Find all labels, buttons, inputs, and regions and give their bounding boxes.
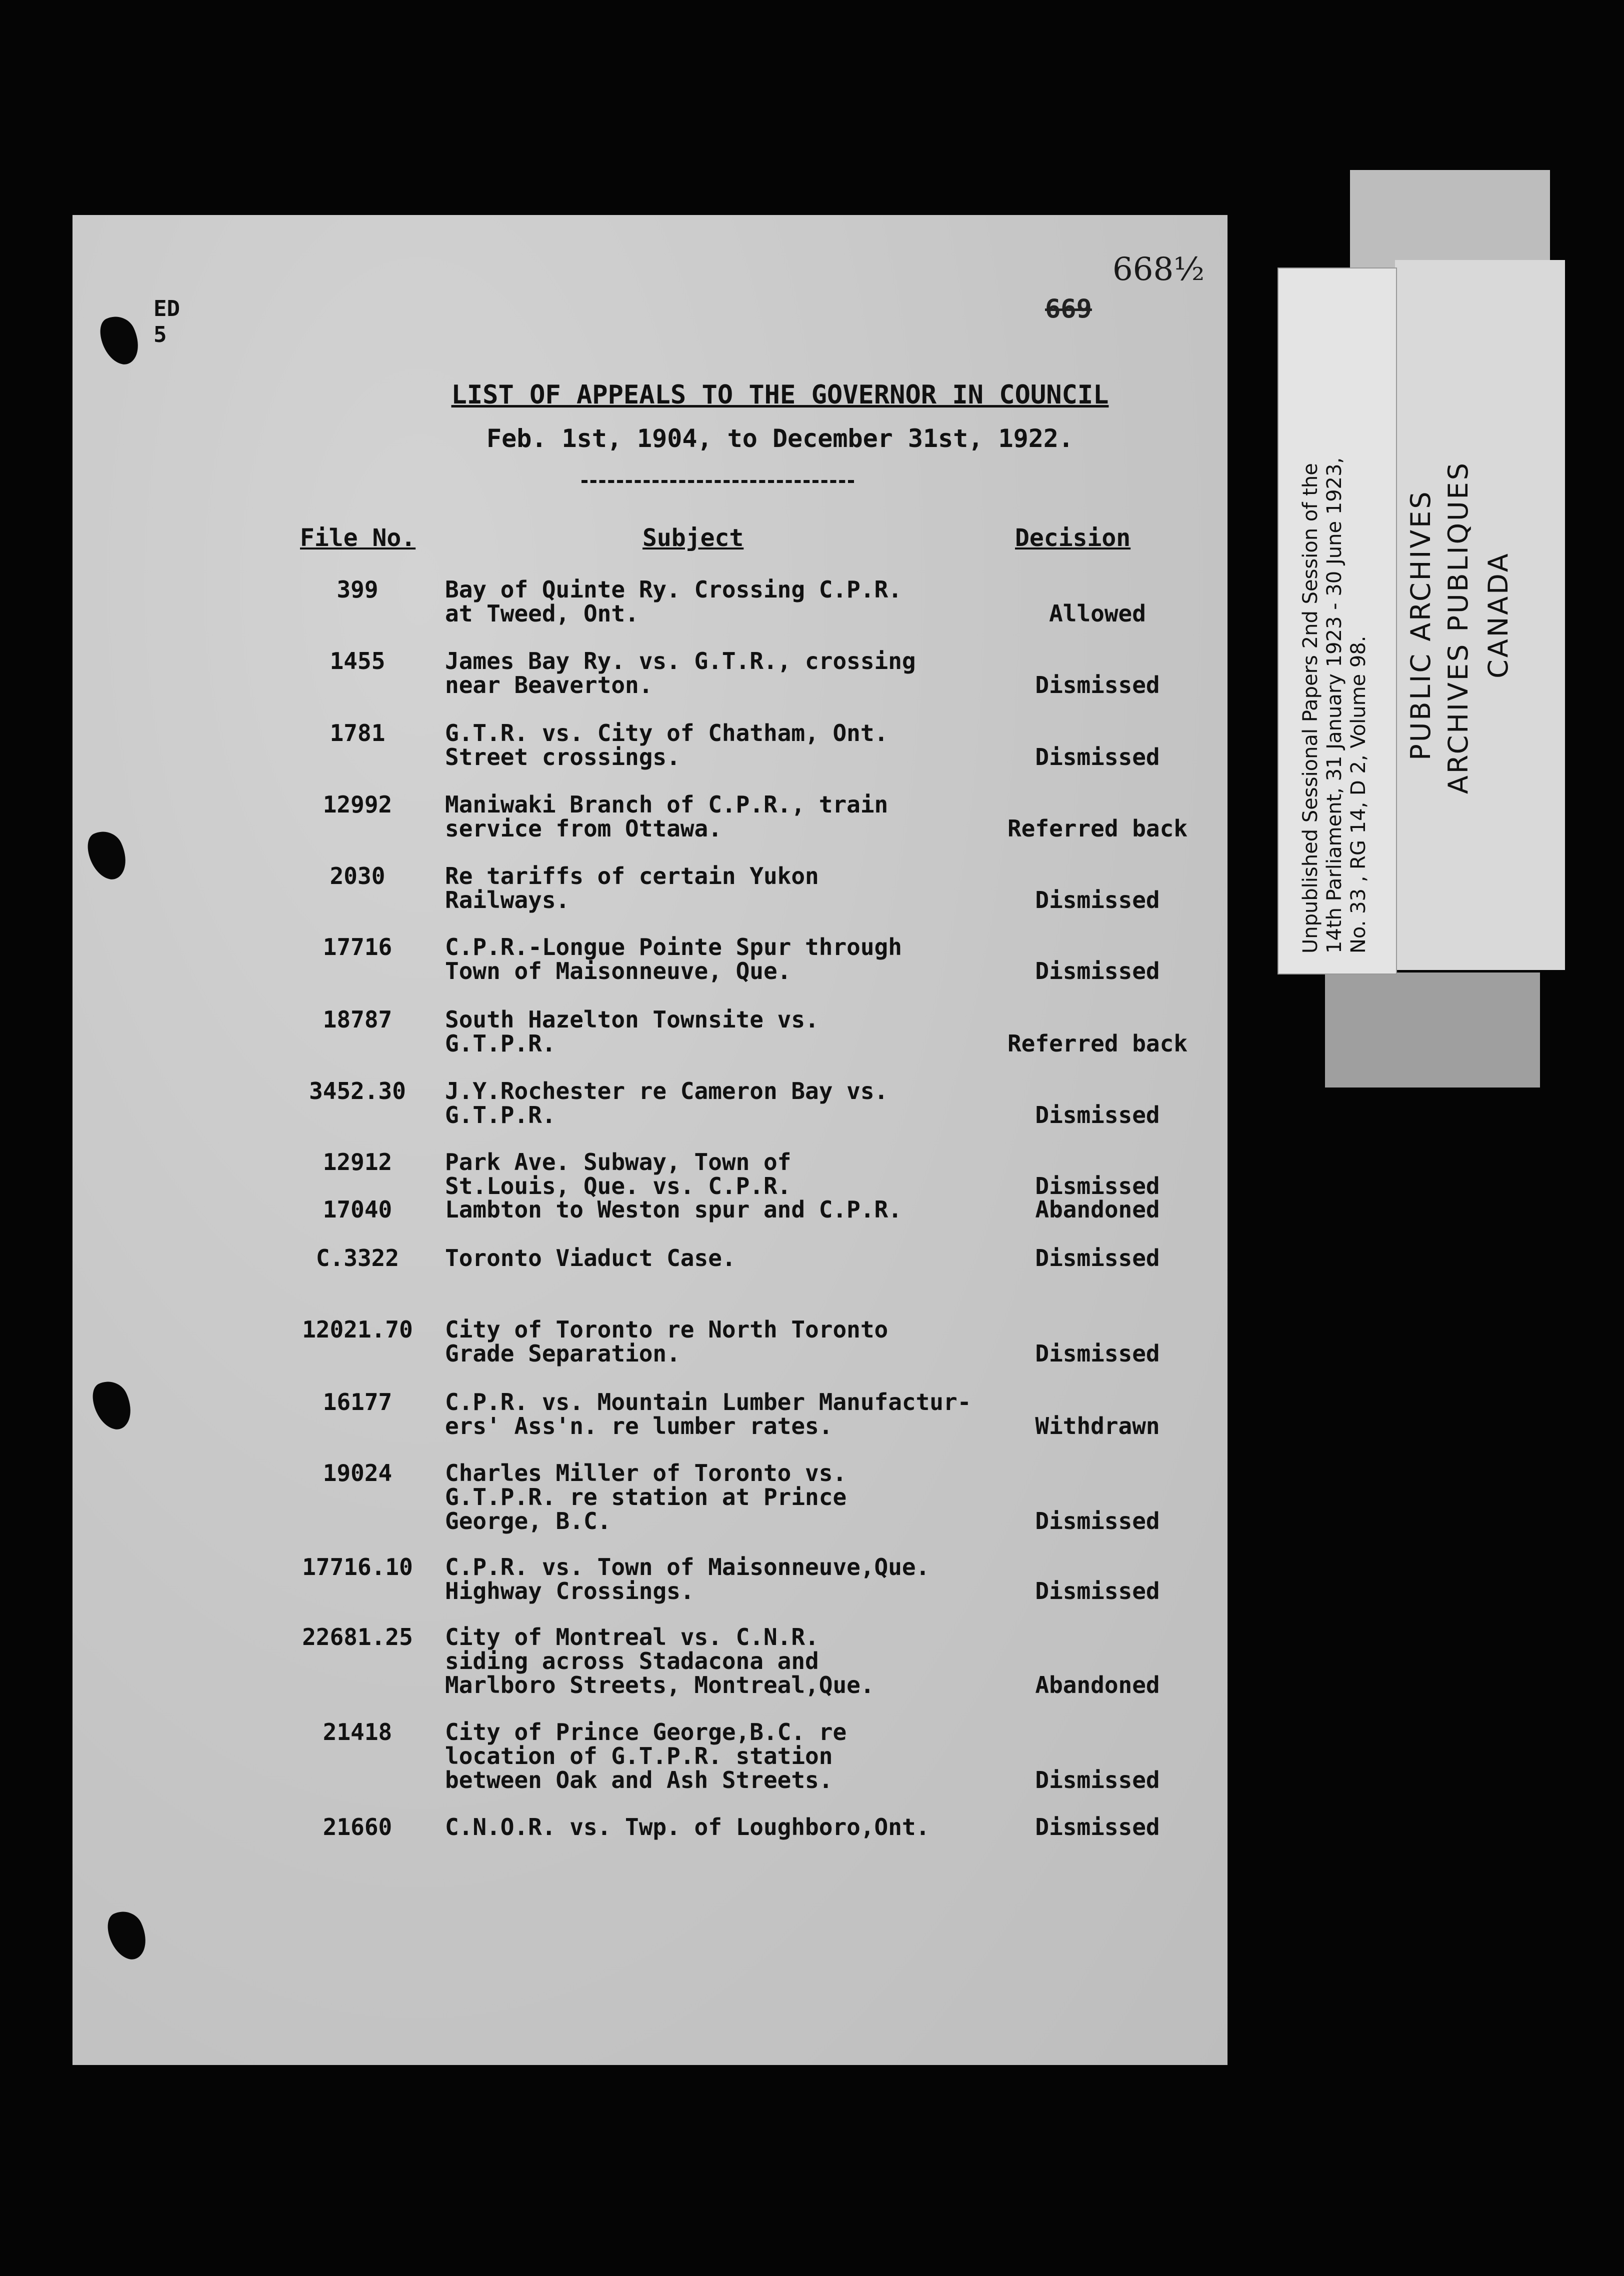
document-page: [72, 215, 1228, 2065]
table-cell-subject: C.P.R. vs. Mountain Lumber Manufactur- ers' Ass'n. re lumber rates.: [445, 1388, 972, 1440]
table-cell-decision: Dismissed: [1035, 1340, 1160, 1367]
table-cell-file-no: 12021.70: [302, 1316, 413, 1343]
archive-clip: [1350, 170, 1550, 270]
table-cell-decision: Dismissed: [1035, 958, 1160, 984]
table-cell-subject: G.T.R. vs. City of Chatham, Ont. Street crossings.: [445, 720, 888, 770]
archive-stamp-line: CANADA: [1482, 552, 1514, 678]
punch-hole: [86, 1375, 139, 1435]
archive-label-line: 14th Parliament, 31 January 1923 - 30 June 1923,: [1323, 457, 1346, 954]
table-cell-file-no: 1455: [330, 648, 386, 674]
table-cell-subject: Park Ave. Subway, Town of St.Louis, Que. vs. C.P.R.: [445, 1148, 792, 1200]
table-cell-file-no: 17716: [322, 934, 392, 960]
table-cell-file-no: 12912: [322, 1148, 392, 1176]
table-cell-decision: Dismissed: [1035, 672, 1160, 698]
column-header-file-no: File No.: [300, 524, 416, 552]
table-cell-subject: City of Toronto re North Toronto Grade Separation.: [445, 1316, 888, 1367]
table-cell-subject: City of Prince George,B.C. re location of G.T.P.R. station between Oak and Ash Streets.: [445, 1718, 847, 1794]
document-title: LIST OF APPEALS TO THE GOVERNOR IN COUNCIL: [451, 380, 1109, 410]
table-cell-file-no: 17040: [322, 1196, 392, 1223]
table-cell-subject: J.Y.Rochester re Cameron Bay vs. G.T.P.R.: [445, 1078, 888, 1128]
table-cell-decision: Dismissed: [1035, 1172, 1160, 1200]
file-code: [154, 296, 180, 348]
divider: [582, 480, 854, 483]
table-cell-decision: Dismissed: [1035, 1766, 1160, 1794]
table-cell-file-no: 21418: [322, 1718, 392, 1746]
table-cell-subject: Charles Miller of Toronto vs. G.T.P.R. re station at Prince George, B.C.: [445, 1460, 847, 1534]
table-cell-subject: Toronto Viaduct Case.: [445, 1244, 736, 1272]
table-cell-subject: C.P.R.-Longue Pointe Spur through Town of Maisonneuve, Que.: [445, 934, 902, 984]
table-cell-file-no: 12992: [322, 791, 392, 818]
table-cell-subject: South Hazelton Townsite vs. G.T.P.R.: [445, 1006, 819, 1057]
table-cell-decision: Dismissed: [1035, 1244, 1160, 1272]
punch-hole: [101, 1905, 154, 1965]
table-cell-decision: Withdrawn: [1035, 1412, 1160, 1440]
archive-stamp-line: PUBLIC ARCHIVES: [1405, 490, 1436, 760]
table-cell-file-no: 3452.30: [309, 1078, 406, 1104]
archive-label-line: Unpublished Sessional Papers 2nd Session of the: [1299, 463, 1322, 954]
table-cell-decision: Dismissed: [1035, 1814, 1160, 1840]
table-cell-file-no: 21660: [322, 1814, 392, 1840]
table-cell-decision: Dismissed: [1035, 1508, 1160, 1534]
table-cell-file-no: 17716.10: [302, 1554, 413, 1580]
table-cell-subject: C.N.O.R. vs. Twp. of Loughboro,Ont.: [445, 1814, 930, 1840]
table-cell-file-no: 16177: [322, 1388, 392, 1416]
table-cell-subject: Bay of Quinte Ry. Crossing C.P.R. at Tweed, Ont.: [445, 576, 902, 627]
column-header-subject: Subject: [642, 524, 744, 552]
table-cell-decision: Abandoned: [1035, 1672, 1160, 1698]
table-cell-subject: Re tariffs of certain Yukon Railways.: [445, 862, 819, 914]
table-cell-subject: C.P.R. vs. Town of Maisonneuve,Que. Highway Crossings.: [445, 1554, 930, 1604]
table-cell-file-no: 399: [336, 576, 378, 603]
archive-stamp-line: ARCHIVES PUBLIQUES: [1442, 460, 1474, 794]
table-cell-file-no: 22681.25: [302, 1624, 413, 1650]
file-code-line: 5: [154, 322, 167, 348]
page-number-handwritten: 668½: [1112, 251, 1205, 288]
punch-hole: [94, 310, 146, 370]
table-cell-subject: City of Montreal vs. C.N.R. siding across Stadacona and Marlboro Streets, Montreal,Que.: [445, 1624, 874, 1698]
table-cell-decision: Referred back: [1007, 815, 1188, 842]
table-cell-decision: Dismissed: [1035, 1578, 1160, 1604]
table-cell-decision: Dismissed: [1035, 1102, 1160, 1128]
punch-hole: [81, 825, 134, 885]
archive-label-line: No. 33 , RG 14, D 2, Volume 98.: [1347, 636, 1370, 954]
table-cell-subject: Maniwaki Branch of C.P.R., train service from Ottawa.: [445, 791, 888, 842]
archive-clip: [1325, 972, 1540, 1088]
table-cell-subject: Lambton to Weston spur and C.P.R.: [445, 1196, 902, 1223]
table-cell-file-no: 18787: [322, 1006, 392, 1033]
table-cell-decision: Dismissed: [1035, 886, 1160, 914]
archive-label: [1278, 268, 1397, 974]
document-subtitle: Feb. 1st, 1904, to December 31st, 1922.: [486, 424, 1074, 453]
table-cell-file-no: 1781: [330, 720, 386, 746]
column-header-decision: Decision: [1015, 524, 1131, 552]
file-code-line: ED: [154, 296, 180, 322]
table-cell-file-no: 19024: [322, 1460, 392, 1486]
table-cell-subject: James Bay Ry. vs. G.T.R., crossing near Beaverton.: [445, 648, 916, 698]
table-cell-file-no: 2030: [330, 862, 386, 890]
table-cell-file-no: C.3322: [316, 1244, 400, 1272]
page-number-struck: 669: [1045, 294, 1092, 324]
table-cell-decision: Abandoned: [1035, 1196, 1160, 1223]
table-cell-decision: Dismissed: [1035, 744, 1160, 770]
table-cell-decision: Allowed: [1049, 600, 1146, 627]
table-cell-decision: Referred back: [1007, 1030, 1188, 1057]
